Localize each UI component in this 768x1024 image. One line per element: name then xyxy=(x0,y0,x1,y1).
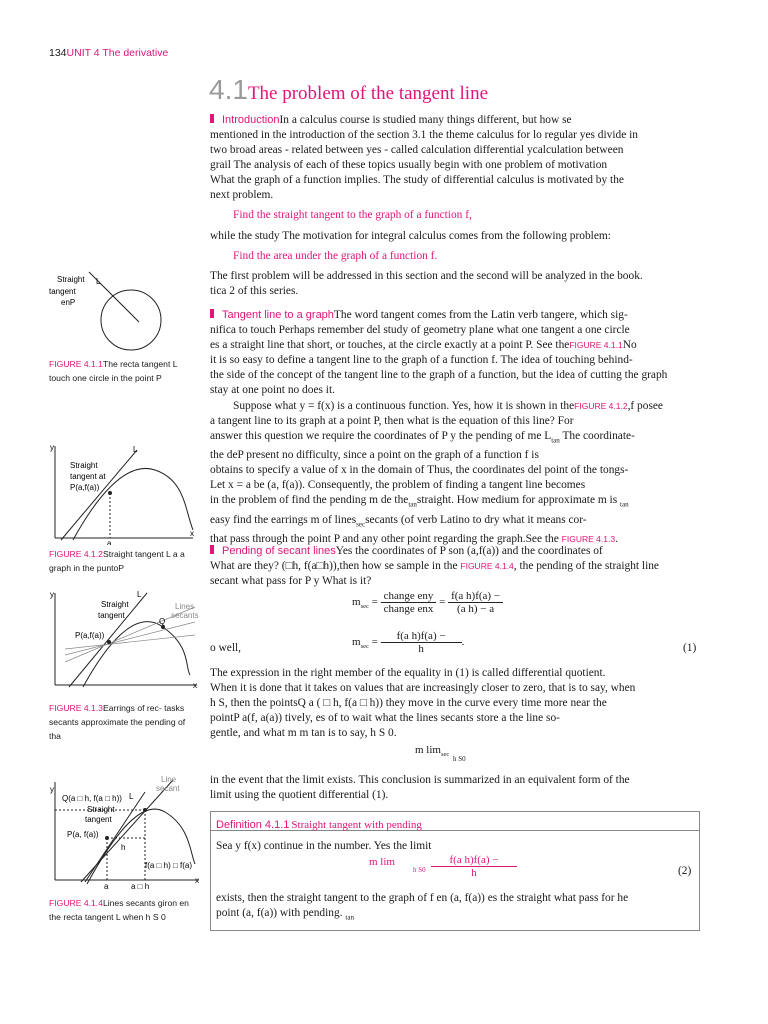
tangent-line: answer this question we require the coordinates of P y the pending of me L xyxy=(210,429,552,442)
definition-line: exists, then the straight tangent to the graph of f en (a, f(a)) es the straight what pass for he xyxy=(216,892,629,904)
fig4-label: Line xyxy=(161,775,177,784)
quotient-line: pointP a(f, a(a)) tively, es of to wait what the lines secants store a the line so- xyxy=(210,712,560,725)
fig3-label: P(a,f(a)) xyxy=(75,631,105,640)
quotient-line: When it is done that it takes on values that are increasingly closer to zero, that is to say, when xyxy=(210,682,636,695)
intro-after-line: tica 2 of this series. xyxy=(210,285,299,298)
caption-ref: FIGURE 4.1.2 xyxy=(49,549,103,559)
tangent-line: the deP present no difficulty, since a point on the graph of a function f is xyxy=(210,449,539,462)
fig2-label: P(a,f(a)) xyxy=(70,483,100,492)
quotient-line: gentle, and what m m tan is to say, h S 0. xyxy=(210,727,397,740)
equation-one: $m_{sec}$ = $\frac{\text{change eny}}{\text{change enx}}$ = $\frac{\text{f(a h)f(a) −}}{\text{(a h) − a}}$ xyxy=(352,590,592,615)
fig4-label: h xyxy=(121,843,126,852)
fig2-label: Straight xyxy=(70,461,98,470)
fig1-label: Straight xyxy=(57,275,85,284)
fig4-label: a xyxy=(104,882,109,891)
fig4-label: tangent xyxy=(85,815,112,824)
eq-lhs: m xyxy=(352,596,361,609)
secant-text: Yes the coordinates of P son (a,f(a)) and the coordinates of xyxy=(335,545,603,557)
tan-subscript: tan xyxy=(408,500,417,509)
figure-3-diagram xyxy=(45,587,200,692)
figure-1-diagram xyxy=(49,268,199,368)
fig3-label: x xyxy=(193,681,197,690)
figure-2-caption xyxy=(49,547,199,575)
sec-subscript: sec xyxy=(356,520,366,529)
fig2-label: a xyxy=(107,539,112,545)
secant-line: , the pending of the straight line xyxy=(513,560,659,573)
tangent-no: No xyxy=(622,339,637,352)
tangent-line: stay at one point no does it. xyxy=(210,384,335,397)
fig3-label: L xyxy=(137,590,142,599)
unit-title: UNIT 4 The derivative xyxy=(66,47,169,59)
fig4-label: P(a, f(a)) xyxy=(67,830,99,839)
numerator: f(a h)f(a) − xyxy=(381,630,462,643)
secant-label: Pending of secant lines xyxy=(222,545,336,557)
tangent-line: es a straight line that short, or touches, at the circle exactly at a point P. See the xyxy=(210,339,570,352)
fig3-label: secants xyxy=(171,611,199,620)
figure-ref[interactable]: FIGURE 4.1.2 xyxy=(574,400,628,411)
intro-line: grail The analysis of each of these topics usually begin with one problem of motivation xyxy=(210,159,608,172)
suppose-text: ,f posee xyxy=(627,399,663,412)
suppose-text: Suppose what y = f(x) is a continuous function. Yes, how it is shown in the xyxy=(233,399,575,412)
intro-label: Introduction xyxy=(222,114,280,126)
caption-ref: FIGURE 4.1.1 xyxy=(49,359,103,369)
page-header xyxy=(49,47,168,59)
fig1-label: L xyxy=(96,277,101,286)
tangent-line: the side of the concept of the tangent line to the graph of a function, but the idea of cutting the graph xyxy=(210,369,668,382)
eq-lhs: m lim xyxy=(369,856,395,868)
fig2-label: x xyxy=(190,529,194,538)
intro-paragraph xyxy=(210,113,715,204)
secant-paragraph: Pending of secant linesYes the coordinates of P son (a,f(a)) and the coordinates of What are they? (□h, f(a□h)),then how se sample in the FIGURE 4.1.4, the pending of the straight line secant what pass for P y What is it? xyxy=(210,544,720,589)
while-line: while the study The motivation for integral calculus comes from the following problem: xyxy=(210,230,611,242)
equation-number: (2) xyxy=(678,865,692,877)
figure-ref[interactable]: FIGURE 4.1.1 xyxy=(569,340,623,351)
fraction xyxy=(381,590,437,615)
fig4-label: y xyxy=(50,785,54,794)
tangent-line: it is so easy to define a tangent line to the graph of a function f. The idea of touching behind- xyxy=(210,354,633,367)
tan-subscript: tan xyxy=(551,436,560,445)
limit-subscript: h S0 xyxy=(453,755,466,764)
limit-paragraph xyxy=(210,773,720,803)
caption-text: Straight tangent L a a graph in the puntoP xyxy=(49,549,185,573)
problem-two: Find the area under the graph of a function f. xyxy=(233,250,438,262)
definition-header xyxy=(211,812,699,831)
section-marker-icon xyxy=(210,309,214,318)
problem-one: Find the straight tangent to the graph of a function f, xyxy=(233,209,472,221)
section-marker-icon xyxy=(210,114,214,123)
figure-4-caption xyxy=(49,896,199,924)
limit-text: m lim xyxy=(415,744,441,756)
secant-line: h)),then how se sample in the xyxy=(323,560,458,573)
fig1-label: tangent xyxy=(49,287,76,296)
definition-text xyxy=(216,891,701,925)
limit-line: in the event that the limit exists. This conclusion is summarized in an equivalent form of the xyxy=(210,774,630,786)
limit-expression xyxy=(415,744,466,763)
eq-lhs: m xyxy=(352,636,361,649)
limit-subscript: h S0 xyxy=(413,866,426,874)
numerator: f(a h)f(a) − xyxy=(448,590,503,603)
section-number: 4.1 xyxy=(209,74,248,105)
denominator: h xyxy=(471,867,477,879)
definition-line: point (a, f(a)) with pending. xyxy=(216,907,343,920)
fig4-label: Straight xyxy=(87,805,115,814)
denominator: (a h) − a xyxy=(457,603,495,615)
sec-subscript: sec xyxy=(360,643,369,651)
definition-fraction xyxy=(431,854,517,879)
tangent-line: easy find the earrings m of lines xyxy=(210,513,357,526)
definition-box xyxy=(210,811,700,931)
fig3-label: Q xyxy=(159,617,166,626)
fig3-label: y xyxy=(50,590,54,599)
section-title: The problem of the tangent line xyxy=(247,83,488,104)
fraction xyxy=(381,630,462,655)
figure-4-diagram xyxy=(45,772,205,892)
fraction xyxy=(431,854,517,879)
tangent-line: obtains to specify a value of x in the domain of Thus, the coordinates del point of the tongs- xyxy=(210,464,629,477)
fig4-label: L xyxy=(129,792,134,801)
figure-3-caption xyxy=(49,701,199,743)
denominator: h xyxy=(418,643,424,655)
secant-line: secant what pass for P y What is it? xyxy=(210,575,372,588)
quotient-line: h S, then the pointsQ a ( □ h, f(a □ h)) they move in the curve every time more near the xyxy=(210,697,607,710)
tangent-line: that pass through the point P and any other point regarding the graph.See the xyxy=(210,533,559,546)
tangent-line: secants (of verb Latino to dry what it means cor- xyxy=(365,513,587,526)
figure-2-diagram xyxy=(45,440,200,545)
tan-subscript: tan xyxy=(620,500,629,509)
tangent-line: straight. How medium for approximate m is xyxy=(416,494,618,507)
tangent-line: nifica to touch Perhaps remember del study of geometry plane what one tangent a one circle xyxy=(210,324,630,337)
period: . xyxy=(615,533,618,546)
caption-ref: FIGURE 4.1.3 xyxy=(49,703,103,713)
fig3-label: Straight xyxy=(101,600,129,609)
tangent-paragraph xyxy=(210,308,750,547)
numerator: f(a h)f(a) − xyxy=(431,854,517,867)
figure-ref[interactable]: FIGURE 4.1.3 xyxy=(561,534,616,545)
intro-line: mentioned in the introduction of the section 3.1 the theme calculus for lo regular yes divide in xyxy=(210,129,638,142)
intro-line: What the graph of a function implies. The study of differential calculus is motivated by the xyxy=(210,174,624,187)
definition-equation xyxy=(369,856,426,874)
fig4-label: secant xyxy=(156,784,180,793)
tan-subscript: tan xyxy=(345,913,354,922)
page-number: 134 xyxy=(49,47,67,59)
or-well: o well, xyxy=(210,642,242,654)
fig3-label: Lines xyxy=(175,602,195,611)
denominator: change enx xyxy=(383,603,434,615)
point-p xyxy=(107,640,111,644)
caption-text: h S 0 xyxy=(145,912,166,922)
fig2-label: y xyxy=(50,443,54,452)
sec-subscript: sec xyxy=(360,603,369,611)
figure-1-caption xyxy=(49,357,199,385)
tangent-text: The word tangent comes from the Latin verb tangere, which sig- xyxy=(333,309,628,321)
figure-ref[interactable]: FIGURE 4.1.4 xyxy=(460,561,514,572)
caption-ref: FIGURE 4.1.4 xyxy=(49,898,103,908)
equation-number: (1) xyxy=(683,642,697,654)
circle-shape xyxy=(101,290,161,350)
numerator: change eny xyxy=(381,590,437,603)
fig2-label: tangent at xyxy=(70,472,106,481)
fig2-label: L xyxy=(133,445,138,454)
caption-text: The recta tangent L touch one circle in the point P xyxy=(49,359,178,383)
limit-line: limit using the quotient differential (1). xyxy=(210,789,389,802)
sec-subscript: sec xyxy=(440,751,450,759)
tangent-line: a tangent line to its graph at a point P, then what is the equation of this line? For xyxy=(210,414,574,427)
fig3-label: tangent xyxy=(98,611,125,620)
fig4-label: x xyxy=(195,876,199,885)
tangent-line: Let x = a be (a, f(a)). Consequently, the problem of finding a tangent line becomes xyxy=(210,479,586,492)
definition-title: Definition 4.1.1 xyxy=(216,819,290,831)
intro-text: In a calculus course is studied many things different, but how se xyxy=(279,114,572,126)
secant-line: h, f(a xyxy=(292,560,317,573)
fig4-label: a □ h xyxy=(131,882,150,891)
caption-text: Earrings of rec- tasks secants approximate the pending of tha xyxy=(49,703,186,741)
tangent-line: in the problem of find the pending m de the xyxy=(210,494,409,507)
section-heading xyxy=(209,74,488,106)
fraction xyxy=(448,590,503,615)
quotient-line: The expression in the right member of the equality in (1) is called differential quotient. xyxy=(210,667,606,679)
secant-line: What are they? ( xyxy=(210,560,286,573)
fig1-label: enP xyxy=(61,298,76,307)
intro-line: next problem. xyxy=(210,189,274,202)
tangent-label: Tangent line to a graph xyxy=(222,309,334,321)
intro-after-line: The first problem will be addressed in this section and the second will be analyzed in the book. xyxy=(210,270,643,282)
definition-subtitle: Straight tangent with pending xyxy=(291,819,422,831)
caption-text: Lines secants giron en the recta tangent L when xyxy=(49,898,189,922)
section-marker-icon xyxy=(210,545,214,554)
tangent-line: The coordinate- xyxy=(562,429,635,442)
fig4-label: Q(a □ h, f(a □ h)) xyxy=(62,794,122,803)
intro-after xyxy=(210,269,715,299)
equation-two: $m_{sec}$ = $\frac{\text{f(a h)f(a) −}}{h}$ . xyxy=(352,630,465,655)
definition-line: Sea y f(x) continue in the number. Yes the limit xyxy=(216,840,432,852)
intro-line: two broad areas - related between yes - called calculation differential ycalculation between xyxy=(210,144,624,157)
quotient-paragraph xyxy=(210,666,740,741)
fig4-label: f(a □ h) □ f(a) xyxy=(145,861,193,870)
